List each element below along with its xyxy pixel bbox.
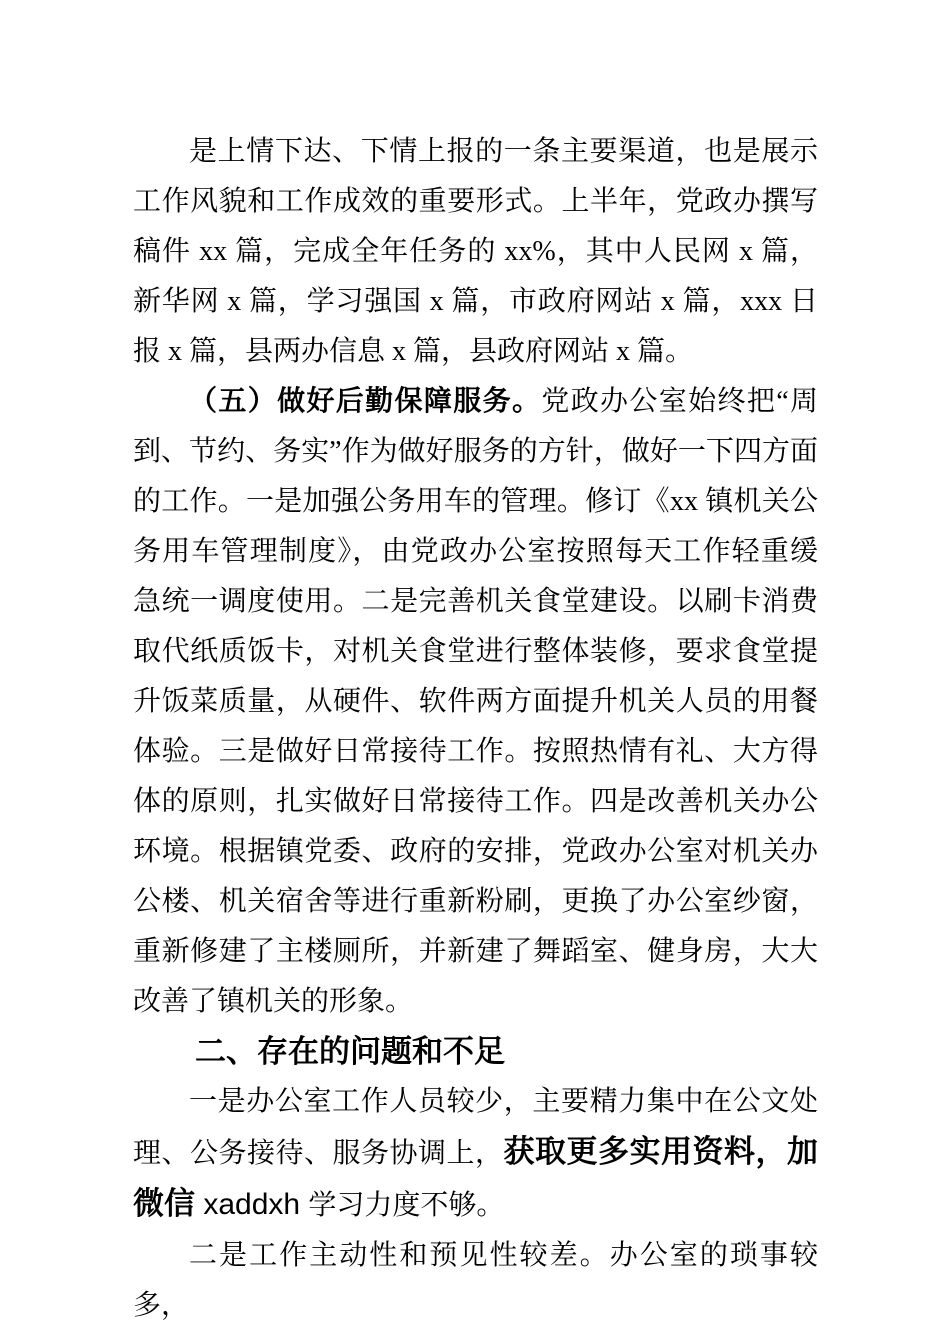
paragraph-logistics-service <box>133 377 818 1027</box>
heading-text: 二、存在的问题和不足 <box>195 1034 505 1069</box>
body-text-run: 是上情下达、下情上报的一条主要渠道，也是展示工作风貌和工作成效的重要形式。上半年，党政办撰写稿件 xx 篇，完成全年任务的 xx%，其中人民网 x 篇，新华网 x 篇，学习强国 x 篇，市政府网站 x 篇，xxx 日报 x 篇，县两办信息 x 篇，县政府网站 x 篇。 <box>133 136 818 367</box>
paragraph-problem-two <box>133 1231 818 1331</box>
subsection-five-title: （五）做好后勤保障服务。 <box>189 386 542 417</box>
body-text-run: 学习力度不够。 <box>308 1190 505 1221</box>
paragraph-problem-one <box>133 1077 818 1231</box>
body-text-run: 一是办公室工作人员较少，主要精力集中在公文处理、公务接待、服务协调上， <box>133 1086 818 1169</box>
body-text-run: 党政办公室始终把“周到、节约、务实”作为做好服务的方针，做好一下四方面的工作。一是加强公务用车的管理。修订《xx 镇机关公务用车管理制度》，由党政办公室按照每天工作轻重缓急统一调度使用。二是完善机关食堂建设。以刷卡消费取代纸质饭卡，对机关食堂进行整体装修，要求食堂提升饭菜质量，从硬件、软件两方面提升机关人员的用餐体验。三是做好日常接待工作。按照热情有礼、大方得体的原则，扎实做好日常接待工作。四是改善机关办公环境。根据镇党委、政府的安排，党政办公室对机关办公楼、机关宿舍等进行重新粉刷，更换了办公室纱窗，重新修建了主楼厕所，并新建了舞蹈室、健身房，大大改善了镇机关的形象。 <box>133 386 818 1017</box>
wechat-id-text: xaddxh <box>195 1188 309 1221</box>
body-text-run: 二是工作主动性和预见性较差。办公室的琐事较多， <box>133 1240 818 1321</box>
section-two-heading <box>133 1027 818 1077</box>
paragraph-publicity-stats <box>133 127 818 377</box>
promo-bold-text: 获取更多实用资料，加微信 <box>133 1134 818 1221</box>
